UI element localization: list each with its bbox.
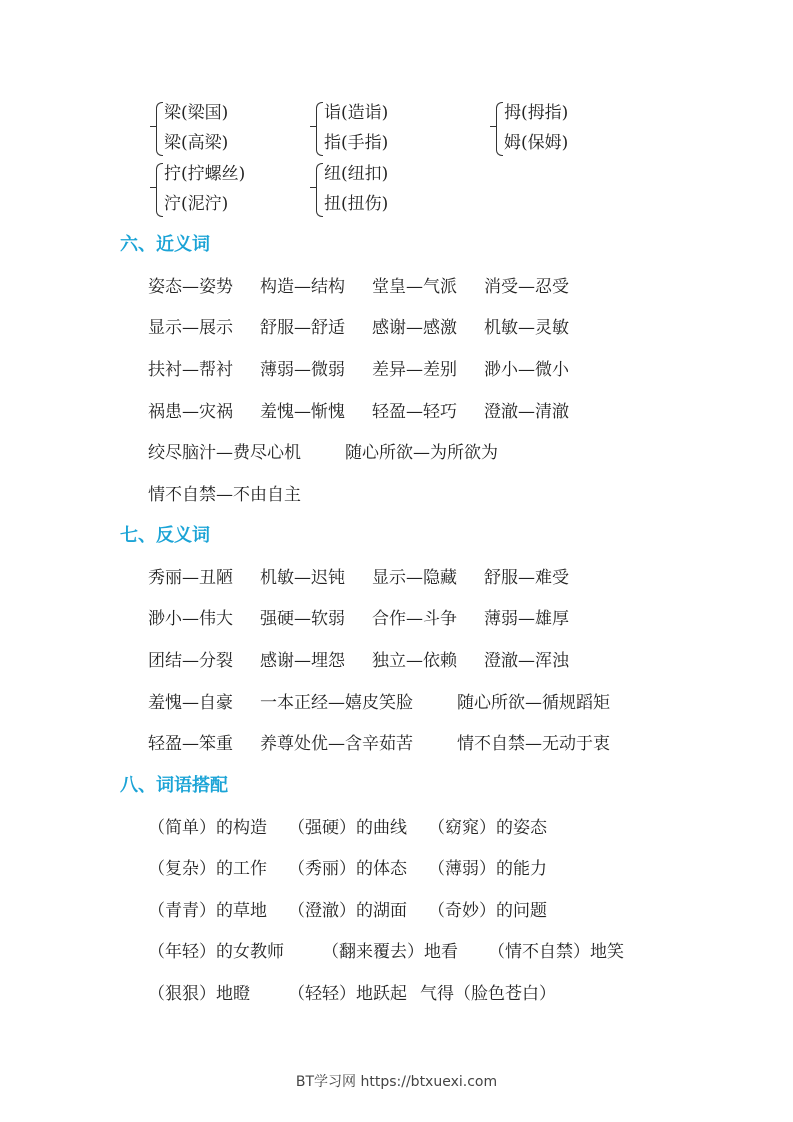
footer-watermark: BT学习网 https://btxuexi.com	[295, 1074, 498, 1090]
collocation-item: （窈窕）的姿态	[428, 818, 547, 838]
collocation-line	[148, 979, 556, 1004]
synonym-pair: 姿态—姿势	[148, 277, 233, 297]
synonym-pair: 堂皇—气派	[372, 277, 457, 297]
synonym-pair: 随心所欲—为所欲为	[345, 443, 498, 463]
polyphone-entry: 梁(梁国)	[164, 103, 229, 123]
antonym-pair: 轻盈—笨重	[148, 734, 233, 754]
antonym-pair: 团结—分裂	[148, 651, 233, 671]
antonym-pair: 舒服—难受	[484, 568, 569, 588]
polyphone-row-2	[0, 159, 793, 221]
antonym-pair: 强硬—软弱	[260, 609, 345, 629]
synonym-pair: 显示—展示	[148, 318, 233, 338]
collocation-item: （澄澈）的湖面	[288, 901, 407, 921]
collocation-item: （青青）的草地	[148, 901, 267, 921]
collocation-line	[148, 854, 547, 879]
synonym-pair: 轻盈—轻巧	[372, 402, 457, 422]
polyphone-entry: 泞(泥泞)	[164, 194, 229, 214]
antonym-pair: 独立—依赖	[372, 651, 457, 671]
synonym-pair: 情不自禁—不由自主	[148, 485, 301, 505]
synonym-pair: 羞愧—惭愧	[260, 402, 345, 422]
synonym-pair: 祸患—灾祸	[148, 402, 233, 422]
antonym-pair: 养尊处优—含辛茹苦	[260, 734, 413, 754]
synonym-pair: 薄弱—微弱	[260, 360, 345, 380]
collocation-item: （翻来覆去）地看	[322, 942, 458, 962]
antonym-line	[148, 563, 569, 588]
polyphone-entry: 扭(扭伤)	[324, 194, 389, 214]
brace-icon	[316, 102, 323, 156]
collocations-heading: 八、词语搭配	[120, 775, 228, 796]
synonym-pair: 绞尽脑汁—费尽心机	[148, 443, 301, 463]
polyphone-group	[324, 98, 388, 158]
synonym-pair: 差异—差别	[372, 360, 457, 380]
polyphone-entry: 拧(拧螺丝)	[164, 164, 246, 184]
synonym-pair: 舒服—舒适	[260, 318, 345, 338]
synonym-line	[148, 272, 569, 297]
collocation-item: （奇妙）的问题	[428, 901, 547, 921]
synonym-line	[148, 480, 301, 505]
antonym-pair: 感谢—埋怨	[260, 651, 345, 671]
polyphone-group	[164, 159, 245, 219]
polyphone-entry: 诣(造诣)	[324, 103, 389, 123]
brace-icon	[316, 163, 323, 217]
collocation-item: （狠狠）地瞪	[148, 984, 250, 1004]
synonym-pair: 机敏—灵敏	[484, 318, 569, 338]
polyphone-entry: 梁(高梁)	[164, 133, 229, 153]
collocation-item: （强硬）的曲线	[288, 818, 407, 838]
collocation-line	[148, 937, 624, 962]
antonym-pair: 渺小—伟大	[148, 609, 233, 629]
synonym-pair: 消受—忍受	[484, 277, 569, 297]
brace-icon	[496, 102, 503, 156]
antonym-line	[148, 688, 610, 713]
antonym-pair: 合作—斗争	[372, 609, 457, 629]
antonym-pair: 秀丽—丑陋	[148, 568, 233, 588]
synonym-line	[148, 397, 569, 422]
synonym-line	[148, 355, 569, 380]
synonym-line	[148, 438, 498, 463]
synonym-pair: 感谢—感激	[372, 318, 457, 338]
antonym-pair: 机敏—迟钝	[260, 568, 345, 588]
antonym-pair: 羞愧—自豪	[148, 693, 233, 713]
synonym-pair: 扶衬—帮衬	[148, 360, 233, 380]
antonym-pair: 随心所欲—循规蹈矩	[457, 693, 610, 713]
antonym-line	[148, 604, 569, 629]
collocation-item: （年轻）的女教师	[148, 942, 284, 962]
collocation-line	[148, 813, 547, 838]
synonym-pair: 澄澈—清澈	[484, 402, 569, 422]
collocation-item: 气得（脸色苍白）	[420, 984, 556, 1004]
synonyms-heading: 六、近义词	[120, 234, 210, 255]
synonym-pair: 渺小—微小	[484, 360, 569, 380]
collocation-item: （情不自禁）地笑	[488, 942, 624, 962]
collocation-item: （复杂）的工作	[148, 859, 267, 879]
antonym-pair: 情不自禁—无动于衷	[457, 734, 610, 754]
synonym-line	[148, 313, 569, 338]
collocation-item: （秀丽）的体态	[288, 859, 407, 879]
collocation-line	[148, 896, 547, 921]
antonym-line	[148, 646, 569, 671]
antonym-line	[148, 729, 610, 754]
collocation-item: （简单）的构造	[148, 818, 267, 838]
polyphone-entry: 姆(保姆)	[504, 133, 569, 153]
polyphone-group	[324, 159, 388, 219]
brace-icon	[156, 163, 163, 217]
brace-icon	[156, 102, 163, 156]
polyphone-group	[164, 98, 228, 158]
antonym-pair: 显示—隐藏	[372, 568, 457, 588]
synonym-pair: 构造—结构	[260, 277, 345, 297]
polyphone-row-1	[0, 98, 793, 160]
polyphone-entry: 拇(拇指)	[504, 103, 569, 123]
antonym-pair: 薄弱—雄厚	[484, 609, 569, 629]
polyphone-group	[504, 98, 568, 158]
polyphone-entry: 纽(纽扣)	[324, 164, 389, 184]
polyphone-entry: 指(手指)	[324, 133, 389, 153]
antonym-pair: 澄澈—浑浊	[484, 651, 569, 671]
antonyms-heading: 七、反义词	[120, 525, 210, 546]
collocation-item: （轻轻）地跃起	[288, 984, 407, 1004]
collocation-item: （薄弱）的能力	[428, 859, 547, 879]
antonym-pair: 一本正经—嬉皮笑脸	[260, 693, 413, 713]
